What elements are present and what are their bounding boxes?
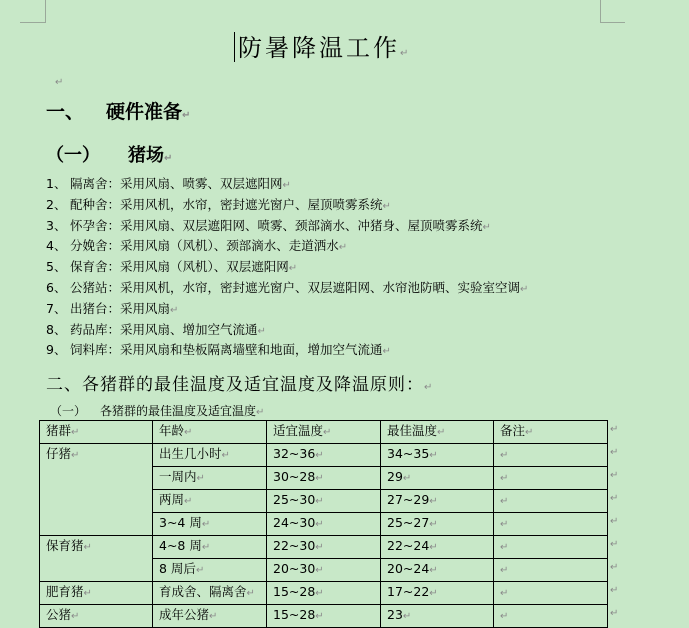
cell-mark: ↵ — [500, 565, 509, 576]
cell-mark: ↵ — [184, 496, 193, 507]
age-cell[interactable]: 3~4 周↵ — [153, 513, 267, 536]
row-end-mark: ↵ — [610, 424, 619, 435]
row-end-mark: ↵ — [610, 585, 619, 596]
group-cell[interactable]: 保育猪↵ — [40, 536, 153, 582]
paragraph-mark: ↵ — [424, 382, 433, 393]
cell-mark: ↵ — [429, 519, 438, 530]
cell-mark: ↵ — [196, 473, 205, 484]
cell-mark: ↵ — [71, 450, 80, 461]
cell-mark: ↵ — [201, 542, 211, 553]
cell-mark: ↵ — [315, 473, 324, 484]
caption-text: 各猪群的最佳温度及适宜温度 — [100, 404, 257, 418]
cell-mark: ↵ — [315, 588, 324, 599]
cell-mark: ↵ — [246, 588, 255, 599]
cell-mark: ↵ — [500, 450, 509, 461]
paragraph-mark: ↵ — [164, 153, 173, 164]
table-header-cell[interactable]: 猪群↵ — [40, 421, 153, 444]
suitable-temp-cell[interactable]: 15~28↵ — [267, 582, 381, 605]
age-cell[interactable]: 两周↵ — [153, 490, 267, 513]
page-corner-top-right — [600, 0, 625, 23]
cell-mark: ↵ — [83, 588, 92, 599]
table-row — [40, 444, 608, 467]
note-cell[interactable] — [494, 582, 608, 605]
temperature-table — [39, 420, 608, 628]
row-end-mark: ↵ — [610, 447, 619, 458]
section-heading-2[interactable] — [46, 370, 432, 395]
group-cell[interactable]: 肥育猪↵ — [40, 582, 153, 605]
cell-mark: ↵ — [500, 473, 509, 484]
text-cursor — [234, 32, 235, 62]
suitable-temp-cell[interactable]: 25~30↵ — [267, 490, 381, 513]
best-temp-cell[interactable]: 34~35↵ — [381, 444, 494, 467]
paragraph-mark: ↵ — [256, 407, 265, 418]
cell-mark: ↵ — [500, 496, 509, 507]
page-corner-top-left — [20, 0, 46, 23]
cell-mark: ↵ — [221, 450, 230, 461]
list-item[interactable]: 1、 隔离舍：采用风扇、喷雾、双层遮阳网↵ — [46, 176, 291, 191]
list-item[interactable]: 3、 怀孕舍：采用风扇、双层遮阳网、喷雾、颈部滴水、冲猪身、屋顶喷雾系统↵ — [46, 217, 491, 233]
age-cell[interactable]: 出生几小时↵ — [153, 444, 267, 467]
section-heading-1[interactable] — [46, 97, 190, 124]
cell-mark: ↵ — [500, 542, 509, 553]
age-cell[interactable]: 4~8 周↵ — [153, 536, 267, 559]
suitable-temp-cell[interactable]: 24~30↵ — [267, 513, 381, 536]
list-item[interactable]: 4、 分娩舍：采用风扇（风机）、颈部滴水、走道洒水↵ — [46, 238, 348, 254]
table-row — [40, 582, 608, 605]
table-row — [40, 536, 608, 559]
list-item[interactable]: 5、 保育舍：采用风扇（风机）、双层遮阳网↵ — [46, 259, 298, 275]
cell-mark: ↵ — [315, 565, 324, 576]
table-header-cell[interactable]: 年龄↵ — [153, 421, 267, 444]
note-cell[interactable] — [494, 605, 608, 628]
cell-mark: ↵ — [184, 427, 193, 438]
note-cell[interactable] — [494, 513, 608, 536]
cell-mark: ↵ — [83, 542, 92, 553]
table-header-row — [40, 421, 608, 444]
list-item[interactable]: 9、 饲料库：采用风扇和垫板隔离墙壁和地面，增加空气流通↵ — [46, 342, 391, 358]
list-item[interactable]: 2、 配种舍：采用风机，水帘，密封遮光窗户、屋顶喷雾系统↵ — [46, 196, 391, 212]
row-end-mark: ↵ — [610, 493, 619, 504]
cell-mark: ↵ — [315, 542, 324, 553]
suitable-temp-cell[interactable]: 32~36↵ — [267, 444, 381, 467]
list-item[interactable]: 7、 出猪台：采用风扇↵ — [46, 300, 179, 316]
row-end-mark: ↵ — [610, 539, 619, 550]
cell-mark: ↵ — [315, 611, 324, 622]
suitable-temp-cell[interactable]: 20~30↵ — [267, 559, 381, 582]
caption-number: （一） — [50, 404, 87, 418]
table-header-cell[interactable]: 最佳温度↵ — [381, 421, 494, 444]
cell-mark: ↵ — [500, 519, 509, 530]
note-cell[interactable] — [494, 444, 608, 467]
cell-mark: ↵ — [315, 496, 324, 507]
cell-mark: ↵ — [209, 611, 218, 622]
cell-mark: ↵ — [429, 542, 438, 553]
paragraph-mark: ↵ — [400, 48, 409, 59]
cell-mark: ↵ — [402, 611, 412, 622]
cell-mark: ↵ — [500, 588, 509, 599]
table-header-cell[interactable]: 备注↵ — [494, 421, 608, 444]
best-temp-cell[interactable]: 29↵ — [381, 467, 494, 490]
suitable-temp-cell[interactable]: 22~30↵ — [267, 536, 381, 559]
table-row — [40, 605, 608, 628]
list-item[interactable]: 6、 公猪站：采用风机，水帘，密封遮光窗户、双层遮阳网、水帘池防晒、实验室空调↵ — [46, 279, 529, 295]
note-cell[interactable] — [494, 467, 608, 490]
age-cell[interactable]: 8 周后↵ — [153, 559, 267, 582]
cell-mark: ↵ — [402, 473, 412, 484]
section-title: 硬件准备 — [106, 101, 183, 123]
row-end-mark: ↵ — [610, 608, 619, 619]
row-end-mark: ↵ — [610, 562, 619, 573]
row-end-mark: ↵ — [610, 516, 619, 527]
note-cell[interactable] — [494, 536, 608, 559]
cell-mark: ↵ — [429, 588, 438, 599]
best-temp-cell[interactable]: 20~24↵ — [381, 559, 494, 582]
cell-mark: ↵ — [500, 611, 509, 622]
list-item[interactable]: 8、 药品库：采用风扇、增加空气流通↵ — [46, 321, 266, 337]
best-temp-cell[interactable]: 27~29↵ — [381, 490, 494, 513]
cell-mark: ↵ — [195, 565, 205, 576]
age-cell[interactable]: 一周内↵ — [153, 467, 267, 490]
cell-mark: ↵ — [71, 611, 80, 622]
paragraph-mark: ↵ — [55, 77, 64, 88]
cell-mark: ↵ — [315, 519, 324, 530]
subsection-heading[interactable] — [46, 141, 172, 167]
equipment-list — [46, 174, 528, 361]
suitable-temp-cell[interactable]: 15~28↵ — [267, 605, 381, 628]
best-temp-cell[interactable]: 17~22↵ — [381, 582, 494, 605]
note-cell[interactable] — [494, 490, 608, 513]
section-title: 二、各猪群的最佳温度及适宜温度及降温原则： — [46, 375, 424, 395]
section-number: 一、 — [46, 101, 85, 123]
table-caption[interactable] — [50, 402, 264, 419]
note-cell[interactable] — [494, 559, 608, 582]
paragraph-mark: ↵ — [182, 110, 191, 121]
cell-mark: ↵ — [71, 427, 80, 438]
empty-paragraph[interactable] — [55, 70, 63, 89]
age-cell[interactable]: 成年公猪↵ — [153, 605, 267, 628]
group-cell[interactable]: 公猪↵ — [40, 605, 153, 628]
document-title[interactable] — [238, 28, 408, 63]
age-cell[interactable]: 育成舍、隔离舍↵ — [153, 582, 267, 605]
best-temp-cell[interactable]: 23↵ — [381, 605, 494, 628]
suitable-temp-cell[interactable]: 30~28↵ — [267, 467, 381, 490]
best-temp-cell[interactable]: 22~24↵ — [381, 536, 494, 559]
cell-mark: ↵ — [437, 427, 446, 438]
subsection-number: （一） — [46, 145, 100, 166]
cell-mark: ↵ — [201, 519, 211, 530]
group-cell[interactable]: 仔猪↵ — [40, 444, 153, 536]
cell-mark: ↵ — [429, 565, 438, 576]
cell-mark: ↵ — [429, 450, 438, 461]
cell-mark: ↵ — [315, 450, 324, 461]
cell-mark: ↵ — [525, 427, 534, 438]
best-temp-cell[interactable]: 25~27↵ — [381, 513, 494, 536]
row-end-mark: ↵ — [610, 470, 619, 481]
title-text: 防暑降温工作 — [238, 34, 400, 62]
cell-mark: ↵ — [323, 427, 332, 438]
table-header-cell[interactable]: 适宜温度↵ — [267, 421, 381, 444]
cell-mark: ↵ — [429, 496, 438, 507]
subsection-title: 猪场 — [128, 145, 164, 166]
